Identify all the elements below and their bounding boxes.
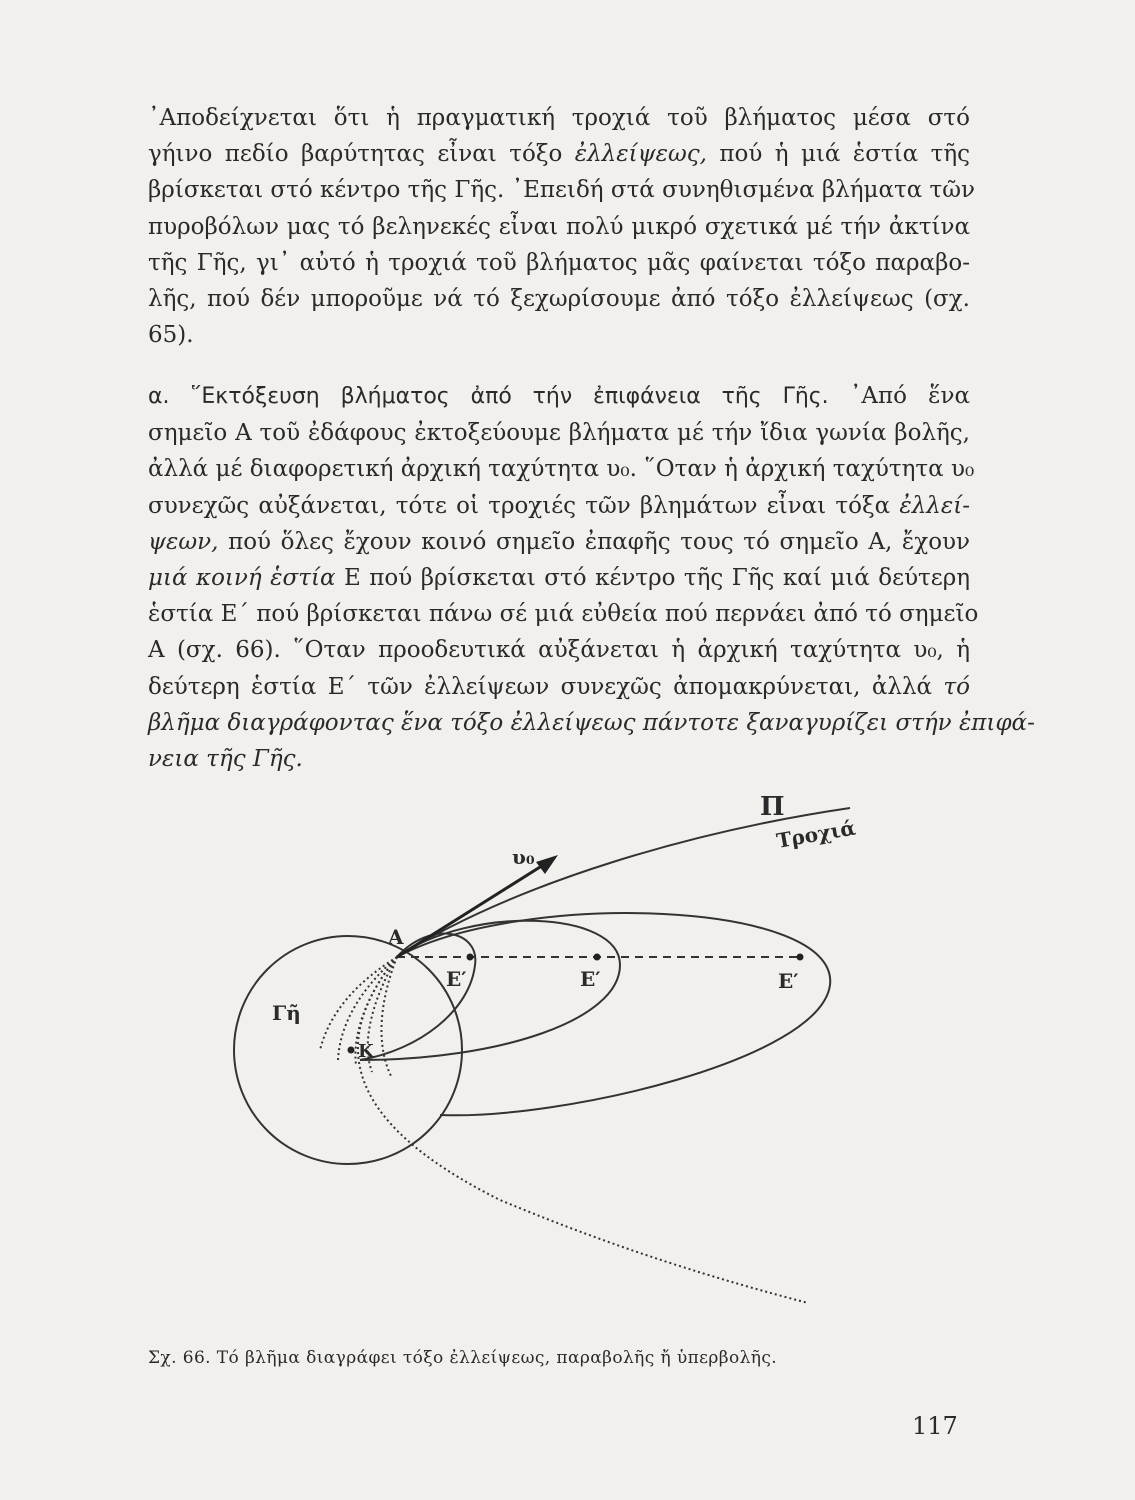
text-line: ἀλλά μέ διαφορετική ἀρχική ταχύτητα υ₀. ῞Οταν ἡ ἀρχική ταχύτητα υ₀: [148, 456, 975, 483]
text-line: α. ῞Εκτόξευση βλήματος ἀπό τήν ἐπιφάνεια τῆς Γῆς. ᾿Από ἕνα: [148, 383, 970, 409]
page-number: 117: [912, 1412, 958, 1440]
label-focus-1: Ε′: [446, 967, 467, 991]
paragraph-launch-from-surface: [148, 378, 1035, 777]
label-focus-3: Ε′: [778, 969, 799, 993]
ellipse-small: [360, 934, 475, 1060]
text-line: συνεχῶς αὐξάνεται, τότε οἱ τροχιές τῶν βλημάτων εἶναι τόξα ἐλλεί-: [148, 492, 970, 519]
label-center-k: Κ: [358, 1041, 374, 1062]
text-line: νεια τῆς Γῆς.: [148, 746, 303, 773]
text-line: γήινο πεδίο βαρύτητας εἶναι τόξο ἐλλείψεως, πού ἡ μιά ἑστία τῆς: [148, 141, 970, 168]
text-line: τῆς Γῆς, γι᾿ αὐτό ἡ τροχιά τοῦ βλήματος μᾶς φαίνεται τόξο παραβο-: [148, 249, 970, 276]
figure-caption: Σχ. 66. Τό βλῆμα διαγράφει τόξο ἐλλείψεως, παραβολῆς ἤ ὑπερβολῆς.: [148, 1348, 778, 1368]
label-focus-2: Ε′: [580, 967, 601, 991]
text-line: πυροβόλων μας τό βεληνεκές εἶναι πολύ μικρό σχετικά μέ τήν ἀκτίνα: [148, 213, 970, 240]
focus-point: [467, 954, 474, 961]
label-velocity: υ₀: [512, 845, 535, 869]
text-line: ψεων, πού ὅλες ἔχουν κοινό σημεῖο ἐπαφῆς τους τό σημεῖο Α, ἔχουν: [148, 528, 970, 555]
text-line: Α (σχ. 66). ῞Οταν προοδευτικά αὐξάνεται ἡ ἀρχική ταχύτητα υ₀, ἡ: [148, 637, 970, 664]
figure-66-diagram: [200, 760, 1000, 1360]
text-line: δεύτερη ἑστία Ε΄ τῶν ἐλλείψεων συνεχῶς ἀπομακρύνεται, ἀλλά τό: [148, 673, 970, 700]
velocity-arrow: [397, 862, 548, 957]
text-line: μιά κοινή ἑστία Ε πού βρίσκεται στό κέντρο τῆς Γῆς καί μιά δεύτερη: [148, 565, 970, 592]
label-trajectory: Τροχιά: [774, 815, 858, 853]
text-line: 65).: [148, 322, 194, 349]
center-point-k: [348, 1047, 355, 1054]
text-line: λῆς, πού δέν μποροῦμε νά τό ξεχωρίσουμε ἀπό τόξο ἐλλείψεως (σχ.: [148, 286, 970, 313]
text-line: ἑστία Ε΄ πού βρίσκεται πάνω σέ μιά εὐθεία πού περνάει ἀπό τό σημεῖο: [148, 601, 979, 628]
dotted-path: [320, 957, 397, 1050]
focus-point: [594, 954, 601, 961]
text-line: σημεῖο Α τοῦ ἐδάφους ἐκτοξεύουμε βλήματα μέ τήν ἴδια γωνία βολῆς,: [148, 420, 970, 447]
hyperbola-dotted: [358, 957, 808, 1303]
ellipse-large: [397, 913, 830, 1115]
section-heading: α. ῞Εκτόξευση βλήματος ἀπό τήν ἐπιφάνεια τῆς Γῆς.: [148, 384, 829, 409]
text-line: ᾿Αποδείχνεται ὅτι ἡ πραγματική τροχιά τοῦ βλήματος μέσα στό: [148, 105, 970, 131]
arrowhead-icon: [536, 855, 558, 874]
focus-point: [797, 954, 804, 961]
text-line: βρίσκεται στό κέντρο τῆς Γῆς. ᾿Επειδή στά συνηθισμένα βλήματα τῶν: [148, 177, 976, 204]
label-earth: Γῆ: [272, 1001, 301, 1025]
paragraph-trajectory-ellipse: [148, 100, 976, 353]
label-pi: Π: [760, 792, 785, 822]
label-point-a: Α: [388, 925, 404, 949]
text-line: βλῆμα διαγράφοντας ἕνα τόξο ἐλλείψεως πάντοτε ξαναγυρίζει στήν ἐπιφά-: [148, 709, 1035, 736]
